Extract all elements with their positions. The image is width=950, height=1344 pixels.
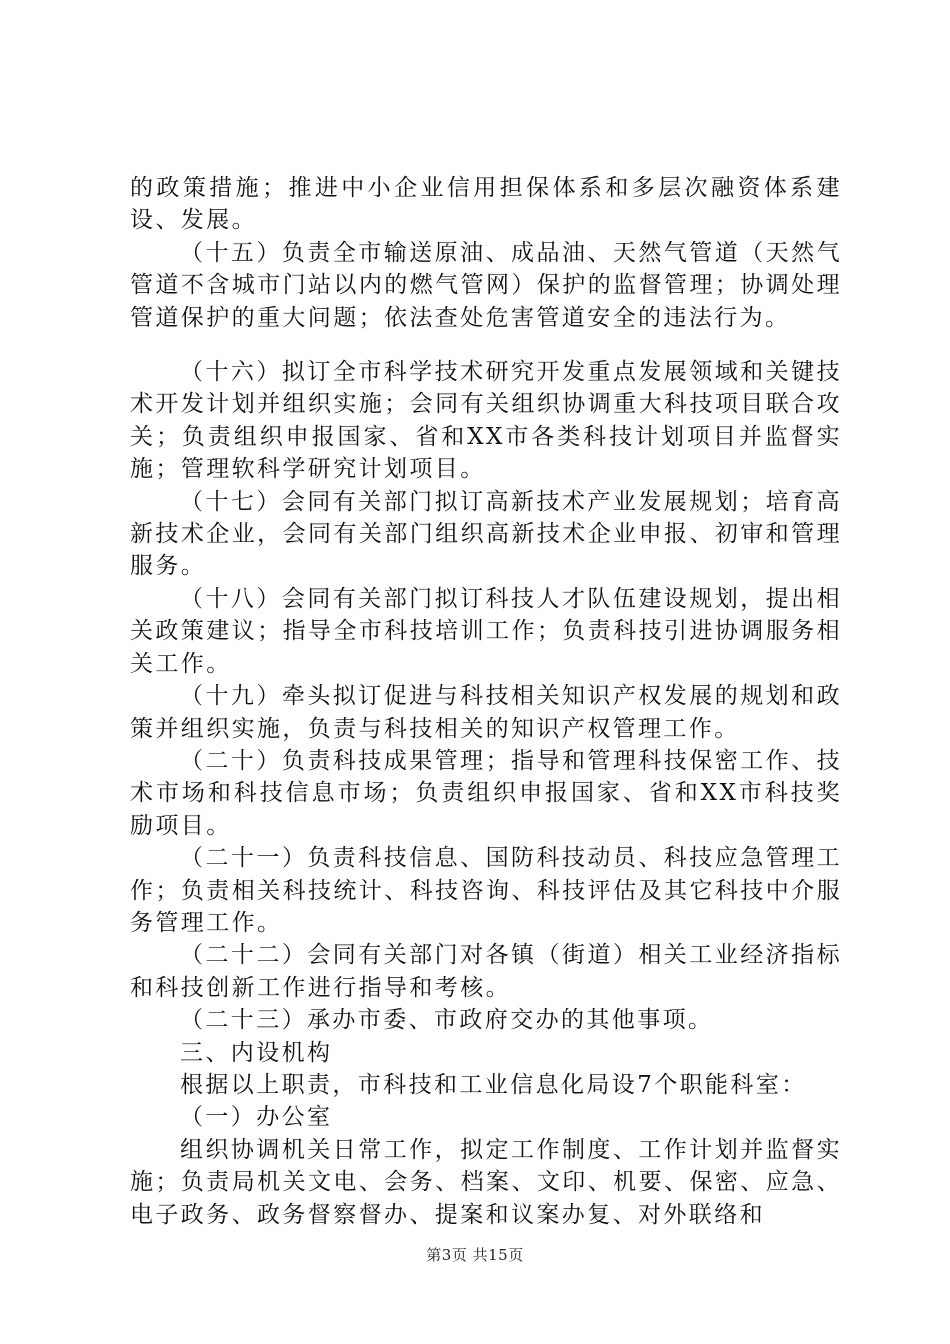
- paragraph-item-16: （十六）拟订全市科学技术研究开发重点发展领域和关键技术开发计划并组织实施；会同有关组织协调重大科技项目联合攻关；负责组织申报国家、省和XX市各类科技计划项目并监督实施；管理软科学研究计划项目。: [130, 359, 842, 483]
- paragraph-item-22: （二十二）会同有关部门对各镇（街道）相关工业经济指标和科技创新工作进行指导和考核。: [130, 942, 842, 1001]
- paragraph-item-21: （二十一）负责科技信息、国防科技动员、科技应急管理工作；负责相关科技统计、科技咨询、科技评估及其它科技中介服务管理工作。: [130, 845, 842, 936]
- paragraph-item-15: （十五）负责全市输送原油、成品油、天然气管道（天然气管道不含城市门站以内的燃气管网）保护的监督管理；协调处理管道保护的重大问题；依法查处危害管道安全的违法行为。: [130, 239, 842, 331]
- page-number-footer: 第3页 共15页: [426, 1246, 524, 1264]
- paragraph-item-23: （二十三）承办市委、市政府交办的其他事项。: [180, 1007, 714, 1034]
- paragraph-item-20: （二十）负责科技成果管理；指导和管理科技保密工作、技术市场和科技信息市场；负责组织申报国家、省和XX市科技奖励项目。: [130, 747, 842, 839]
- paragraph-policy-measures: 的政策措施；推进中小企业信用担保体系和多层次融资体系建设、发展。: [130, 175, 842, 234]
- paragraph-departments-intro: 根据以上职责，市科技和工业信息化局设7个职能科室：: [180, 1071, 807, 1098]
- section-heading-internal-bodies: 三、内设机构: [180, 1039, 333, 1066]
- paragraph-item-18: （十八）会同有关部门拟订科技人才队伍建设规划，提出相关政策建议；指导全市科技培训工作；负责科技引进协调服务相关工作。: [130, 585, 842, 677]
- paragraph-office-duties: 组织协调机关日常工作，拟定工作制度、工作计划并监督实施；负责局机关文电、会务、档案、文印、机要、保密、应急、电子政务、政务督察督办、提案和议案办复、对外联络和: [130, 1136, 842, 1228]
- subheading-office: （一）办公室: [180, 1104, 333, 1131]
- paragraph-item-19: （十九）牵头拟订促进与科技相关知识产权发展的规划和政策并组织实施，负责与科技相关的知识产权管理工作。: [130, 683, 842, 742]
- paragraph-item-17: （十七）会同有关部门拟订高新技术产业发展规划；培育高新技术企业，会同有关部门组织高新技术企业申报、初审和管理服务。: [130, 488, 842, 580]
- document-body: [130, 172, 842, 1231]
